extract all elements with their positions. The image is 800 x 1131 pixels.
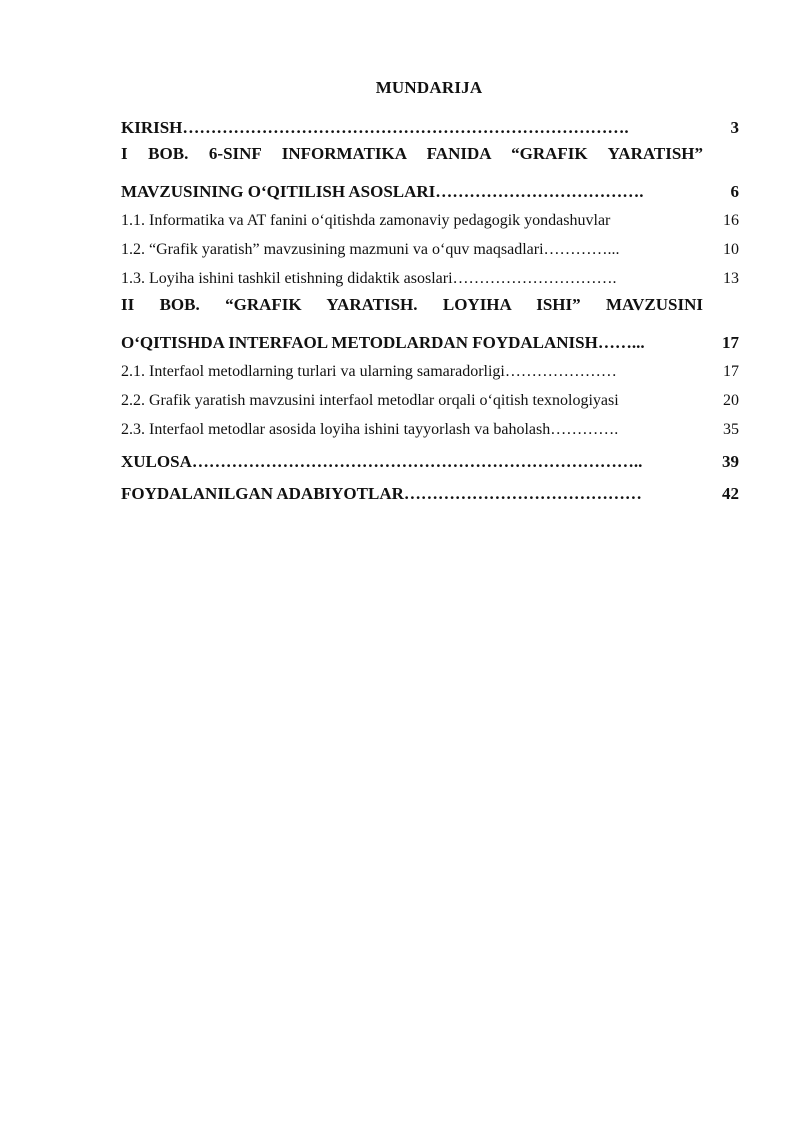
toc-entry-page: 39 <box>722 452 739 471</box>
toc-entry-page: 3 <box>730 118 739 137</box>
toc-entry-label: 1.3. Loyiha ishini tashkil etishning didaktik asoslari…………………………. <box>121 270 617 287</box>
toc-entry-1-2[interactable] <box>121 234 739 263</box>
toc-entry-label: XULOSA…………………………………………………………………….. <box>121 452 643 471</box>
toc-entry-page: 17 <box>723 363 739 380</box>
toc-entry-2-1[interactable] <box>121 356 739 385</box>
toc-entry-2-2[interactable] <box>121 385 739 414</box>
toc-entry-label: 2.2. Grafik yaratish mavzusini interfaol metodlar orqali o‘qitish texnologiyasi <box>121 392 619 409</box>
toc-entry-label: 1.1. Informatika va AT fanini o‘qitishda zamonaviy pedagogik yondashuvlar <box>121 212 611 229</box>
toc-entry-label-line1: I BOB. 6-SINF INFORMATIKA FANIDA “GRAFIK YARATISH” <box>121 144 703 163</box>
table-of-contents <box>121 109 739 507</box>
toc-entry-label: KIRISH……………………………………………………………………. <box>121 118 629 137</box>
toc-entry-chapter-1[interactable] <box>121 141 739 205</box>
toc-entry-page: 17 <box>722 333 739 352</box>
toc-entry-label: FOYDALANILGAN ADABIYOTLAR…………………………………… <box>121 484 642 503</box>
toc-entry-1-3[interactable] <box>121 263 739 292</box>
toc-entry-1-1[interactable] <box>121 205 739 234</box>
toc-entry-xulosa[interactable] <box>121 443 739 475</box>
toc-entry-page: 16 <box>723 212 739 229</box>
toc-entry-page: 20 <box>723 392 739 409</box>
toc-entry-page: 35 <box>723 421 739 438</box>
toc-entry-label: 2.3. Interfaol metodlar asosida loyiha ishini tayyorlash va baholash…………. <box>121 421 619 438</box>
toc-entry-line2 <box>121 173 739 205</box>
toc-title: MUNDARIJA <box>375 78 483 97</box>
toc-entry-label: 1.2. “Grafik yaratish” mavzusining mazmuni va o‘quv maqsadlari…………... <box>121 241 620 258</box>
toc-entry-label-line2: O‘QITISHDA INTERFAOL METODLARDAN FOYDALANISH……... <box>121 333 645 352</box>
toc-entry-page: 6 <box>730 182 739 201</box>
toc-entry-line2 <box>121 324 739 356</box>
toc-entry-kirish[interactable] <box>121 109 739 141</box>
toc-entry-page: 13 <box>723 270 739 287</box>
toc-entry-chapter-2[interactable] <box>121 292 739 356</box>
toc-entry-label: 2.1. Interfaol metodlarning turlari va ularning samaradorligi………………… <box>121 363 617 380</box>
toc-entry-label-line2: MAVZUSINING O‘QITILISH ASOSLARI………………………………. <box>121 182 644 201</box>
toc-entry-page: 42 <box>722 484 739 503</box>
toc-entry-2-3[interactable] <box>121 414 739 443</box>
toc-entry-page: 10 <box>723 241 739 258</box>
toc-entry-label-line1: II BOB. “GRAFIK YARATISH. LOYIHA ISHI” MAVZUSINI <box>121 295 703 314</box>
toc-entry-adabiyotlar[interactable] <box>121 475 739 507</box>
